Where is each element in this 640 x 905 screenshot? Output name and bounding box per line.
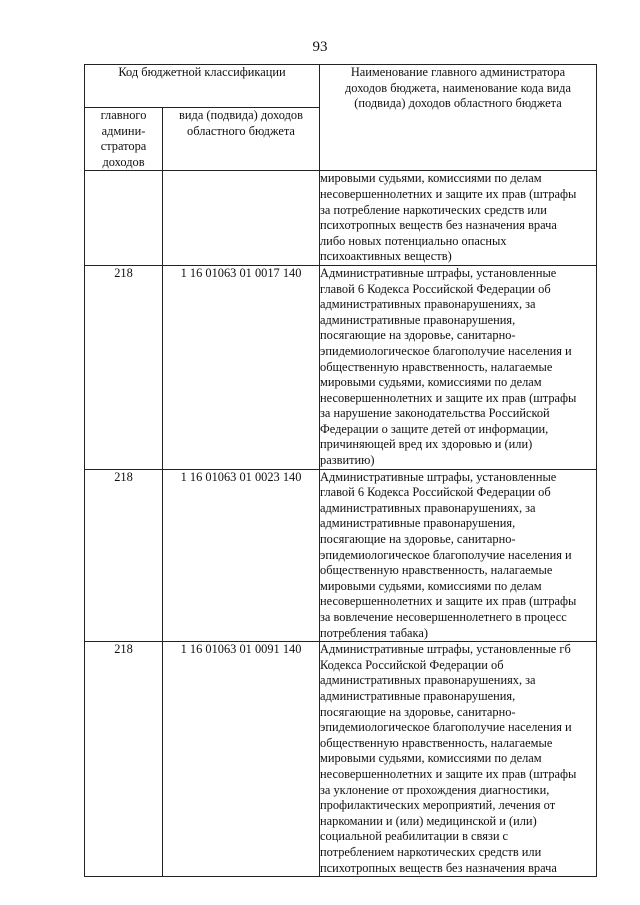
income-name-cell: Административные штрафы, установленные главой 6 Кодекса Российской Федерации об административных правонарушениях, за административные правонарушения, посягающие на здоровье, санитарно- эпидемиологическое благополучие населения и общественную нравственность, налагаемые мировыми судьями, комиссиями по делам несовершеннолетних и защите их прав (штрафы за вовлечение несовершеннолетнего в процесс потребления табака) [320,469,597,642]
header-name-column: Наименование главного администратора доходов бюджета, наименование кода вида (подвида) доходов областного бюджета [320,65,597,171]
admin-code-cell: 218 [85,469,163,642]
income-name-cell: Административные штрафы, установленные главой 6 Кодекса Российской Федерации об административных правонарушениях, за административные правонарушения, посягающие на здоровье, санитарно- эпидемиологическое благополучие населения и общественную нравственность, налагаемые мировыми судьями, комиссиями по делам несовершеннолетних и защите их прав (штрафы за нарушение законодательства Российской Федерации о защите детей от информации, причиняющей вред их здоровью и (или) развитию) [320,265,597,469]
header-row-1 [85,65,597,108]
table-row [85,265,597,469]
table-row [85,469,597,642]
header-income-type-column: вида (подвида) доходов областного бюджета [163,108,320,171]
income-name-cell: мировыми судьями, комиссиями по делам несовершеннолетних и защите их прав (штрафы за потребление наркотических средств или психотропных веществ без назначения врача либо новых потенциально опасных психоактивных веществ) [320,171,597,266]
income-name-cell: Административные штрафы, установленные гб Кодекса Российской Федерации об административных правонарушениях, за административные правонарушения, посягающие на здоровье, санитарно- эпидемиологическое благополучие населения и общественную нравственность, налагаемые мировыми судьями, комиссиями по делам несовершеннолетних и защите их прав (штрафы за уклонение от прохождения диагностики, профилактических мероприятий, лечения от наркомании и (или) медицинской и (или) социальной реабилитации в связи с потреблением наркотических средств или психотропных веществ без назначения врача [320,642,597,877]
income-code-cell: 1 16 01063 01 0091 140 [163,642,320,877]
page-number: 93 [312,39,328,55]
header-budget-classification-code: Код бюджетной классификации [85,65,320,108]
budget-classification-table [84,64,597,877]
income-code-cell [163,171,320,266]
table-row [85,642,597,877]
admin-code-cell: 218 [85,265,163,469]
income-code-cell: 1 16 01063 01 0023 140 [163,469,320,642]
header-admin-column: главного админи- стратора доходов [85,108,163,171]
admin-code-cell [85,171,163,266]
table-row [85,171,597,266]
admin-code-cell: 218 [85,642,163,877]
income-code-cell: 1 16 01063 01 0017 140 [163,265,320,469]
